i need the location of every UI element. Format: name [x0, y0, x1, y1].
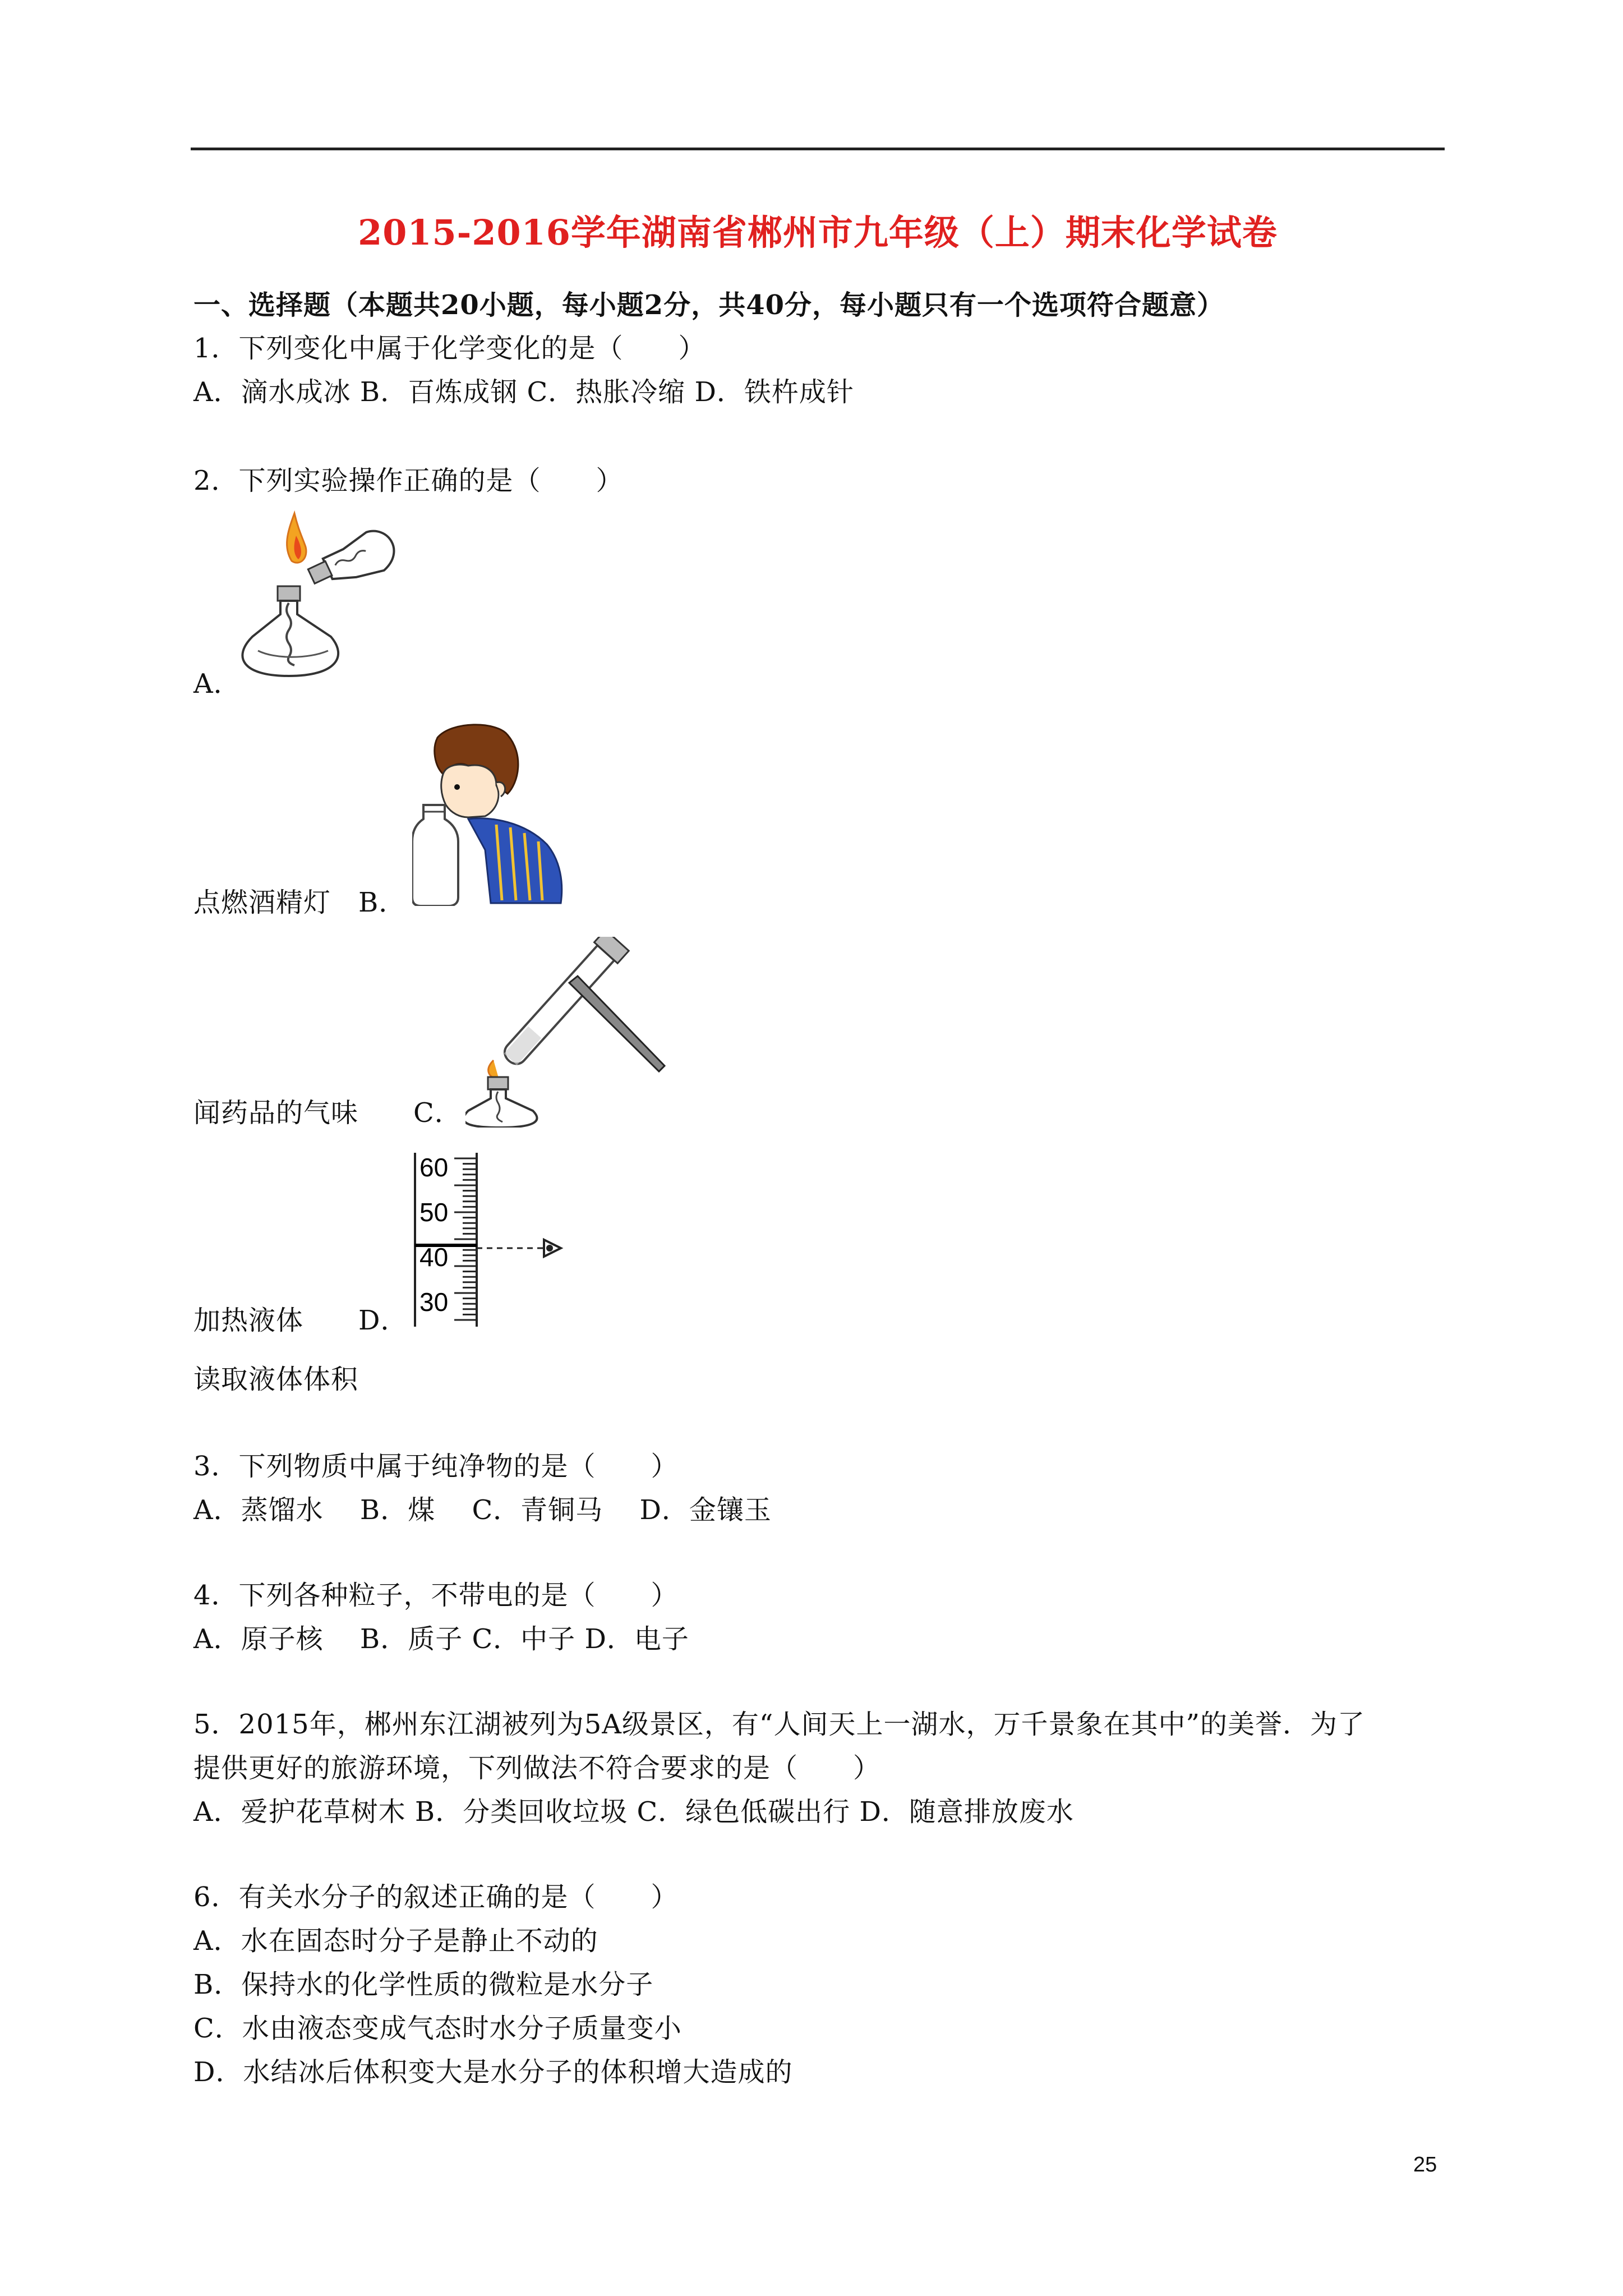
q5-options: A．爱护花草树木 B．分类回收垃圾 C．绿色低碳出行 D．随意排放废水	[193, 1796, 1074, 1828]
q6-stem: 6．有关水分子的叙述正确的是（ ）	[193, 1881, 679, 1913]
q1-options: A．滴水成冰 B．百炼成钢 C．热胀冷缩 D．铁杵成针	[193, 376, 854, 408]
q5-stem-line2: 提供更好的旅游环境，下列做法不符合要求的是（ ）	[193, 1752, 881, 1784]
q4-stem: 4．下列各种粒子，不带电的是（ ）	[193, 1580, 679, 1611]
tick-label-50: 50	[419, 1198, 449, 1227]
q1-stem: 1．下列变化中属于化学变化的是（ ）	[193, 333, 706, 364]
page-title: 2015-2016学年湖南省郴州市九年级（上）期末化学试卷	[358, 212, 1278, 253]
cylinder-reading-figure	[393, 1153, 583, 1329]
q4-options: A．原子核 B．质子 C．中子 D．电子	[193, 1623, 689, 1655]
q6-option-c: C．水由液态变成气态时水分子质量变小	[193, 2013, 682, 2044]
section-heading: 一、选择题（本题共20小题，每小题2分，共40分，每小题只有一个选项符合题意）	[193, 289, 1224, 321]
q2-option-b-line: 点燃酒精灯 B．	[193, 887, 407, 918]
q2-option-d-caption: 读取液体体积	[193, 1364, 359, 1395]
q3-options: A．蒸馏水 B．煤 C．青铜马 D．金镶玉	[193, 1494, 772, 1526]
q6-option-a: A．水在固态时分子是静止不动的	[193, 1925, 598, 1957]
tick-label-30: 30	[419, 1287, 449, 1317]
tick-label-60: 60	[419, 1153, 449, 1182]
header-rule	[191, 148, 1445, 150]
q2-option-a: A．	[193, 668, 241, 700]
tick-label-40: 40	[419, 1243, 449, 1272]
q6-option-b: B．保持水的化学性质的微粒是水分子	[193, 1969, 654, 2000]
heat-liquid-figure	[465, 937, 679, 1128]
q2-option-d-line: 加热液体 D．	[193, 1305, 408, 1336]
q2-stem: 2．下列实验操作正确的是（ ）	[193, 465, 624, 496]
page-number: 25	[1413, 2153, 1437, 2177]
smell-chemical-figure	[412, 721, 569, 906]
lamp-lighting-figure	[236, 508, 421, 687]
q2-option-c-line: 闻药品的气味 C．	[193, 1097, 462, 1129]
q5-stem-line1: 5．2015年，郴州东江湖被列为5A级景区，有“人间天上一湖水，万千景象在其中”的美誉．为了	[193, 1709, 1365, 1740]
q3-stem: 3．下列物质中属于纯净物的是（ ）	[193, 1451, 679, 1482]
q6-option-d: D．水结冰后体积变大是水分子的体积增大造成的	[193, 2056, 793, 2088]
